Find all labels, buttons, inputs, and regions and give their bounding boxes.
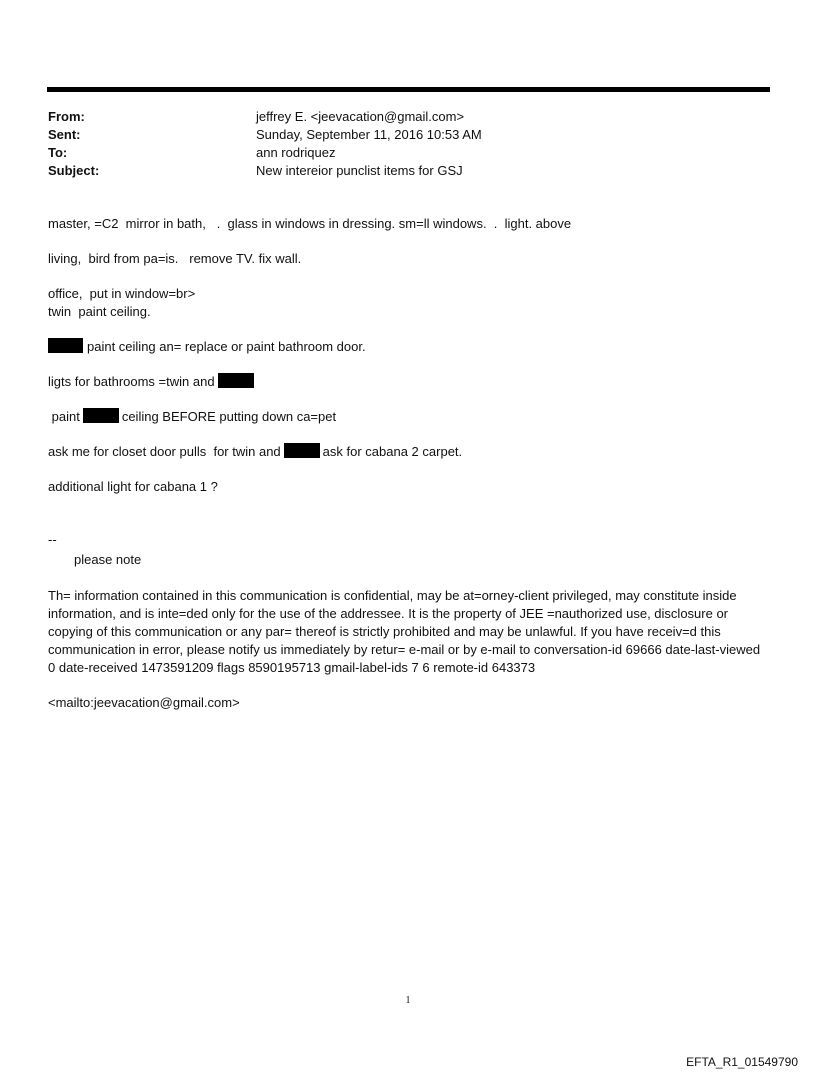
email-body xyxy=(48,215,768,729)
email-header xyxy=(48,108,482,180)
body-line-lights xyxy=(48,373,768,391)
body-line-closet-a: ask me for closet door pulls for twin and xyxy=(48,444,281,459)
redaction-box xyxy=(218,373,254,388)
bates-stamp: EFTA_R1_01549790 xyxy=(686,1055,798,1069)
from-label: From: xyxy=(48,109,85,124)
page-number: 1 xyxy=(405,995,411,1006)
body-line-cabana: additional light for cabana 1 ? xyxy=(48,479,218,494)
sent-value: Sunday, September 11, 2016 10:53 AM xyxy=(256,127,482,142)
to-value: ann rodriquez xyxy=(256,145,336,160)
redaction-box xyxy=(48,338,83,353)
body-line-closet xyxy=(48,443,768,461)
mailto-link[interactable]: <mailto:jeevacation@gmail.com> xyxy=(48,695,240,710)
subject-label: Subject: xyxy=(48,163,100,178)
body-line-paint-before-b: ceiling BEFORE putting down ca=pet xyxy=(121,409,337,424)
redaction-box xyxy=(284,443,320,458)
to-label: To: xyxy=(48,145,68,160)
body-line-closet-b: ask for cabana 2 carpet. xyxy=(322,444,463,459)
from-row xyxy=(48,108,482,126)
sent-row xyxy=(48,126,482,144)
header-rule xyxy=(47,87,770,92)
body-line-paint-before-a: paint xyxy=(48,409,80,424)
subject-row xyxy=(48,162,482,180)
to-row xyxy=(48,144,482,162)
body-line-paint-before xyxy=(48,408,768,426)
subject-value: New intereior punclist items for GSJ xyxy=(256,163,463,178)
body-line-master: master, =C2 mirror in bath, . glass in windows in dressing. sm=ll windows. . light. above xyxy=(48,216,572,231)
sent-label: Sent: xyxy=(48,127,81,142)
body-line-office-b: twin paint ceiling. xyxy=(48,304,151,319)
signature-note: please note xyxy=(74,552,142,567)
disclaimer-text: Th= information contained in this communication is confidential, may be at=orney-client privileged, may constitute inside information, and is inte=ded only for the use of the addressee. It is the property of JEE =nauthorized use, disclosure or copying of this communication or any par= thereof is strictly prohibited and may be unlawful. If you have receiv=d this communication in error, please notify us immediately by retur= e-mail or by e-mail to conversation-id 69666 date-last-viewed 0 date-received 1473591209 flags 8590195713 gmail-label-ids 7 6 remote-id 643373 xyxy=(48,588,764,675)
signature-dash: -- xyxy=(48,532,57,547)
body-line-paint-ceiling-text: paint ceiling an= replace or paint bathroom door. xyxy=(87,339,366,354)
from-value: jeffrey E. <jeevacation@gmail.com> xyxy=(256,109,465,124)
body-line-lights-text: ligts for bathrooms =twin and xyxy=(48,374,215,389)
redaction-box xyxy=(83,408,119,423)
body-line-paint-ceiling xyxy=(48,338,768,356)
body-line-office-a: office, put in window=br> xyxy=(48,286,196,301)
body-line-living: living, bird from pa=is. remove TV. fix wall. xyxy=(48,251,302,266)
body-line-office xyxy=(48,285,768,321)
